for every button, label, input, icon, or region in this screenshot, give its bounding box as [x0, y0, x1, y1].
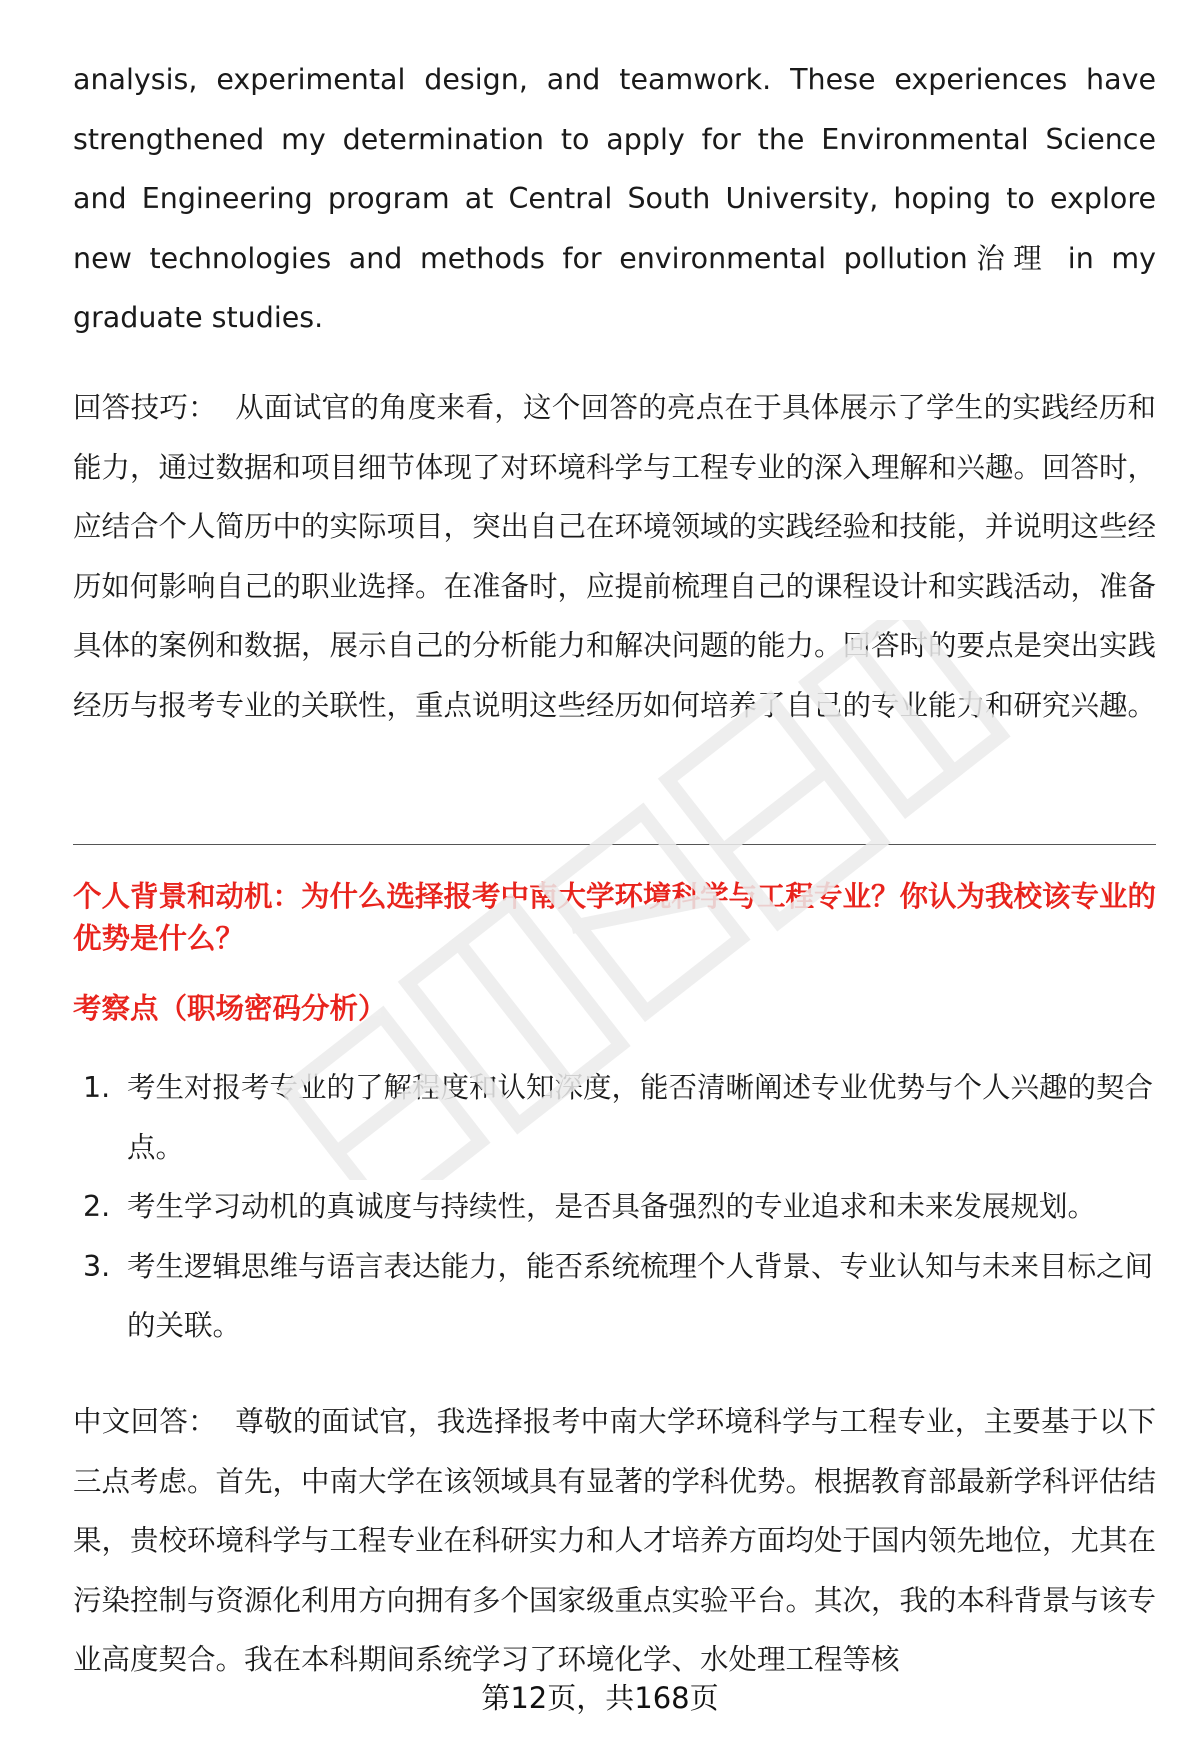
page-footer: 第12页，共168页	[481, 1681, 719, 1715]
list-item-number: 3.	[83, 1249, 111, 1283]
assessment-points-list	[73, 1058, 1156, 1356]
list-item-text: 考生学习动机的真诚度与持续性，是否具备强烈的专业追求和未来发展规划。	[127, 1190, 1097, 1224]
intro-paragraph: analysis, experimental design, and teamwork. These experiences have strengthened my determination to apply for the Environmental Science and Engineering program at Central South University, hoping to explore new technologies and methods for environmental pollution治理 in my graduate studies.	[73, 63, 1156, 335]
tips-text: 从面试官的角度来看，这个回答的亮点在于具体展示了学生的实践经历和能力，通过数据和项目细节体现了对环境科学与工程专业的深入理解和兴趣。回答时，应结合个人简历中的实际项目，突出自己在环境领域的实践经验和技能，并说明这些经历如何影响自己的职业选择。在准备时，应提前梳理自己的课程设计和实践活动，准备具体的案例和数据，展示自己的分析能力和解决问题的能力。回答时的要点是突出实践经历与报考专业的关联性，重点说明这些经历如何培养了自己的专业能力和研究兴趣。	[73, 391, 1157, 722]
tips-label: 回答技巧：	[73, 391, 217, 424]
question-heading: 个人背景和动机：为什么选择报考中南大学环境科学与工程专业？你认为我校该专业的优势是什么？	[73, 880, 1157, 955]
chinese-answer-paragraph	[73, 1392, 1156, 1690]
list-item-text: 考生对报考专业的了解程度和认知深度，能否清晰阐述专业优势与个人兴趣的契合点。	[127, 1071, 1154, 1164]
answer-text: 尊敬的面试官，我选择报考中南大学环境科学与工程专业，主要基于以下三点考虑。首先，中南大学在该领域具有显著的学科优势。根据教育部最新学科评估结果，贵校环境科学与工程专业在科研实力和人才培养方面均处于国内领先地位，尤其在污染控制与资源化利用方向拥有多个国家级重点实验平台。其次，我的本科背景与该专业高度契合。我在本科期间系统学习了环境化学、水处理工程等核	[73, 1405, 1157, 1677]
list-item-text: 考生逻辑思维与语言表达能力，能否系统梳理个人背景、专业认知与未来目标之间的关联。	[127, 1249, 1154, 1343]
section-divider	[73, 844, 1156, 845]
list-item	[73, 1177, 1156, 1237]
list-item-number: 2.	[83, 1190, 111, 1224]
answer-label: 中文回答：	[73, 1405, 217, 1438]
list-item	[73, 1237, 1156, 1356]
assessment-heading: 考察点（职场密码分析）	[73, 992, 387, 1025]
answer-tips-paragraph	[73, 378, 1156, 736]
list-item	[73, 1058, 1156, 1177]
list-item-number: 1.	[83, 1071, 111, 1104]
